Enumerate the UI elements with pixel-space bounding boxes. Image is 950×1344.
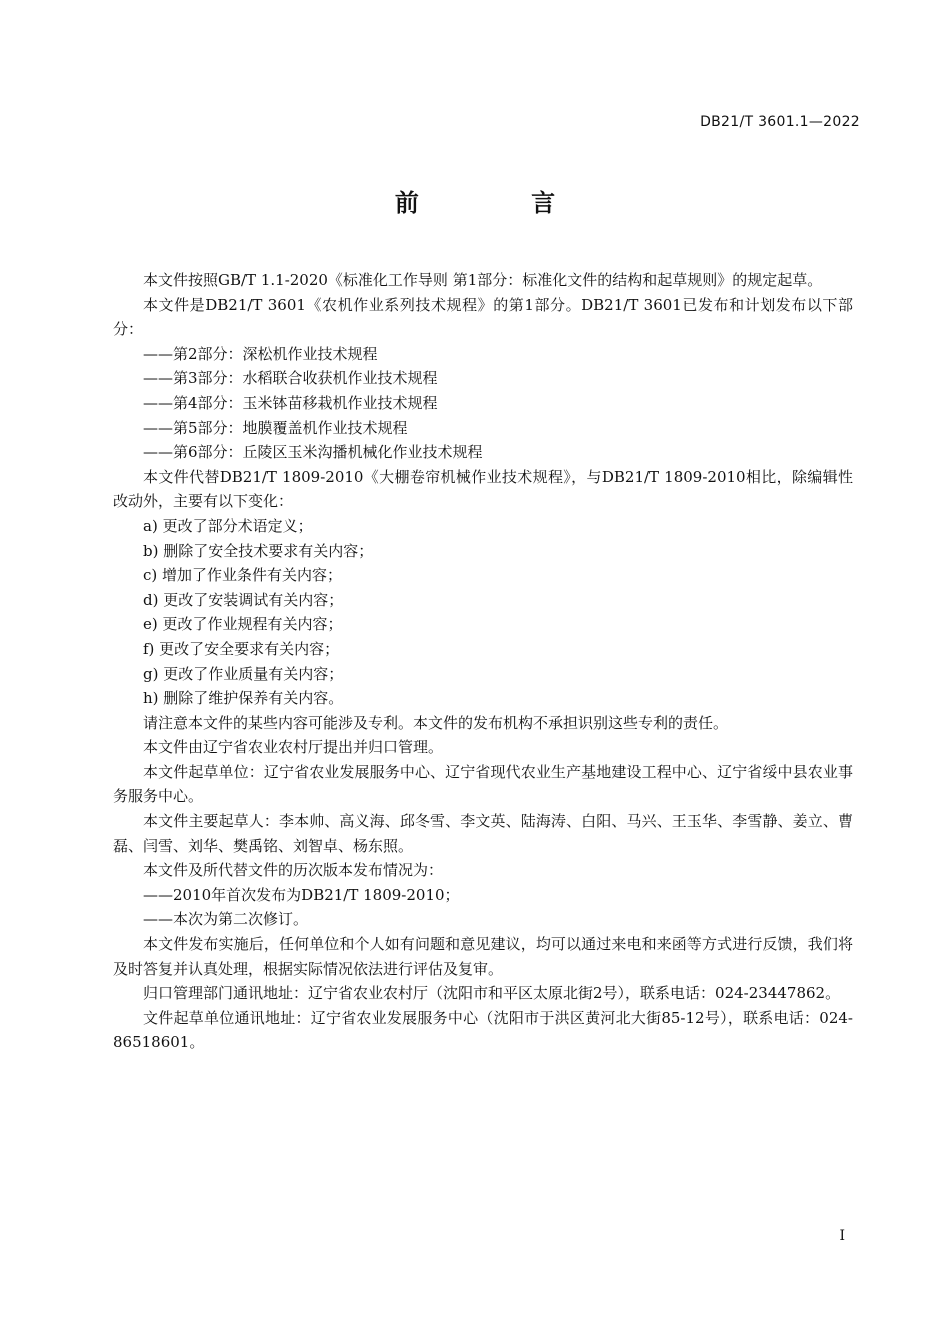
list-item: ——第3部分：水稻联合收获机作业技术规程 xyxy=(143,369,438,388)
list-item: f) 更改了安全要求有关内容； xyxy=(143,639,340,658)
paragraph-history-intro: 本文件及所代替文件的历次版本发布情况为： xyxy=(143,861,444,880)
paragraph-feedback: 本文件发布实施后，任何单位和个人如有问题和意见建议，均可以通过来电和来函等方式进行反馈，我们将及时答复并认真处理，根据实际情况依法进行评估及复审。 xyxy=(113,935,853,978)
list-item: a) 更改了部分术语定义； xyxy=(143,516,313,535)
list-item: h) 删除了维护保养有关内容。 xyxy=(143,689,344,708)
list-item: ——第6部分：丘陵区玉米沟播机械化作业技术规程 xyxy=(143,443,483,462)
paragraph-drafter-contact: 文件起草单位通讯地址：辽宁省农业发展服务中心（沈阳市于洪区黄河北大街85-12号），联系电话：024-86518601。 xyxy=(113,1008,853,1052)
paragraph-replacement: 本文件代替DB21/T 1809-2010《大棚卷帘机械作业技术规程》，与DB21/T 1809-2010相比，除编辑性改动外，主要有以下变化： xyxy=(113,467,853,511)
list-item: ——第2部分：深松机作业技术规程 xyxy=(143,344,378,363)
paragraph-drafting-units: 本文件起草单位：辽宁省农业发展服务中心、辽宁省现代农业生产基地建设工程中心、辽宁省绥中县农业事务服务中心。 xyxy=(113,762,853,806)
list-item: ——第5部分：地膜覆盖机作业技术规程 xyxy=(143,418,408,437)
list-item: d) 更改了安装调试有关内容； xyxy=(143,590,344,609)
list-item: ——2010年首次发布为DB21/T 1809-2010； xyxy=(143,885,460,904)
paragraph-series-part: 本文件是DB21/T 3601《农机作业系列技术规程》的第1部分。DB21/T 3601已发布和计划发布以下部分： xyxy=(113,295,853,339)
list-item: ——第4部分：玉米钵苗移栽机作业技术规程 xyxy=(143,393,438,412)
page-title: 前 言 xyxy=(394,189,608,217)
document-body xyxy=(113,268,853,1055)
list-item: e) 更改了作业规程有关内容； xyxy=(143,615,343,634)
paragraph-drafting-basis: 本文件按照GB/T 1.1-2020《标准化工作导则 第1部分：标准化文件的结构和起草规则》的规定起草。 xyxy=(143,271,823,289)
list-item: ——本次为第二次修订。 xyxy=(143,910,309,929)
paragraph-proposer: 本文件由辽宁省农业农村厅提出并归口管理。 xyxy=(143,738,444,757)
paragraph-patent-notice: 请注意本文件的某些内容可能涉及专利。本文件的发布机构不承担识别这些专利的责任。 xyxy=(143,713,729,732)
list-item: b) 删除了安全技术要求有关内容； xyxy=(143,541,374,560)
paragraph-admin-contact: 归口管理部门通讯地址：辽宁省农业农村厅（沈阳市和平区太原北街2号），联系电话：024-23447862。 xyxy=(143,984,841,1003)
document-code: DB21/T 3601.1—2022 xyxy=(700,114,860,130)
list-item: g) 更改了作业质量有关内容； xyxy=(143,664,344,683)
paragraph-drafters: 本文件主要起草人：李本帅、高义海、邱冬雪、李文英、陆海涛、白阳、马兴、王玉华、李雪静、姜立、曹磊、闫雪、刘华、樊禹铭、刘智卓、杨东照。 xyxy=(113,812,853,855)
page-number: I xyxy=(839,1228,845,1244)
list-item: c) 增加了作业条件有关内容； xyxy=(143,566,343,585)
